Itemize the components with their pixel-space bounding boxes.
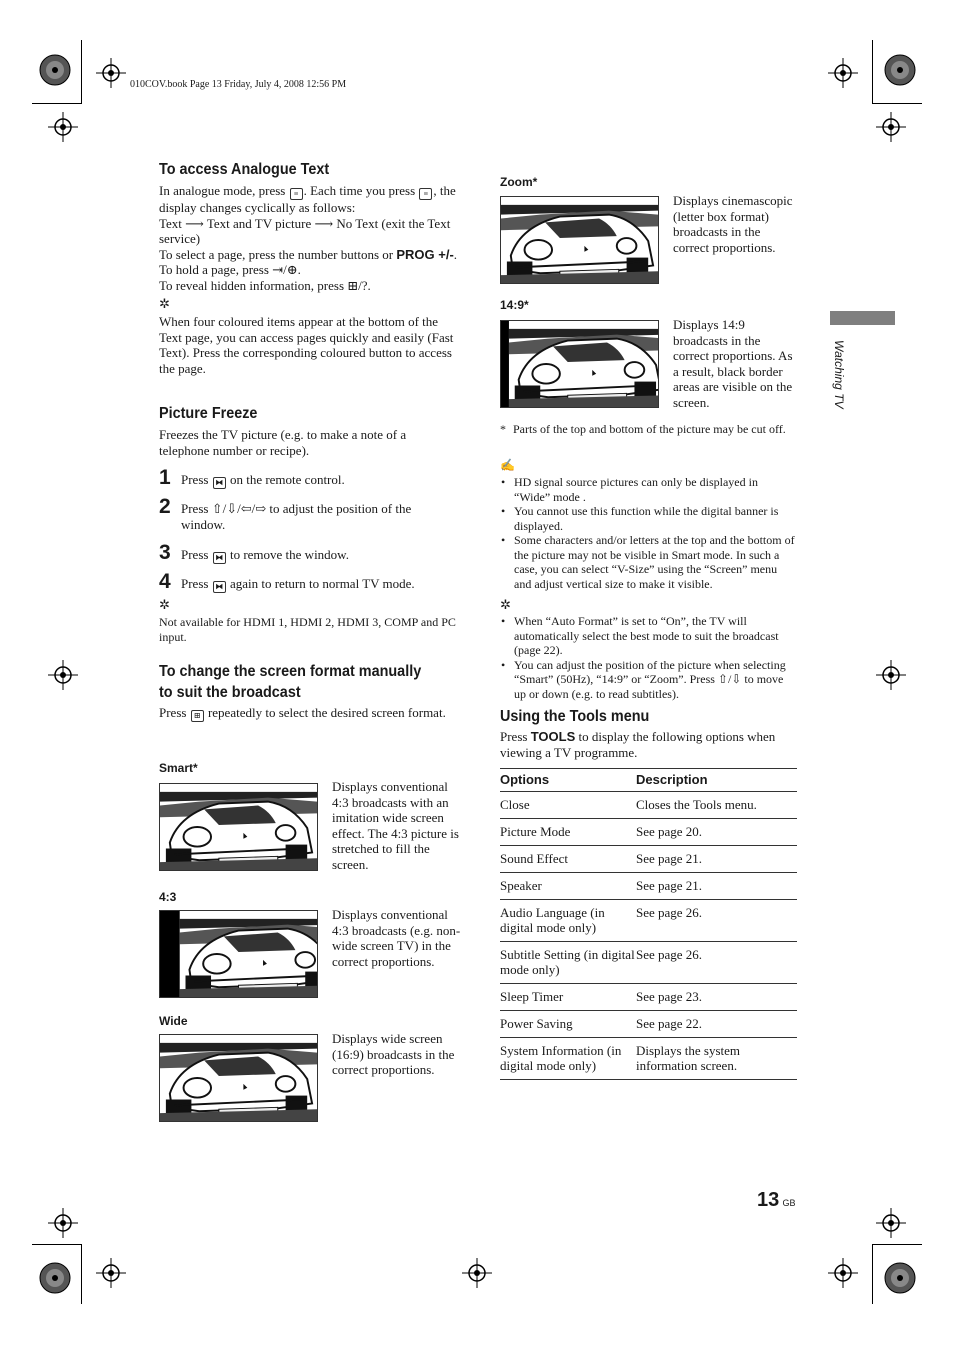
- text: Press: [181, 472, 209, 487]
- text: Press: [181, 501, 209, 516]
- text: To reveal hidden information, press: [159, 277, 345, 293]
- section-title: Picture Freeze: [159, 405, 258, 422]
- footnote: [500, 422, 794, 437]
- freeze-intro: Freezes the TV picture (e.g. to make a note of a telephone number or recipe).: [159, 427, 407, 458]
- notes-list: [500, 475, 796, 591]
- crosshair-icon: [48, 112, 78, 142]
- list-item: • HD signal source pictures can only be displayed in “Wide” mode .: [514, 475, 796, 504]
- prog-button-label: PROG +/-: [396, 246, 454, 262]
- mode-label-14-9: 14:9*: [500, 298, 529, 312]
- list-item: • Some characters and/or letters at the top and the bottom of the picture may not be visible in Smart mode. In such a case, you can select “V-Size” using the “Screen” menu and adjust vertical size to make it visible.: [514, 533, 796, 591]
- freeze-button-icon: ⧓: [213, 581, 226, 593]
- option-cell: Speaker: [500, 873, 636, 900]
- option-cell: Audio Language (in digital mode only): [500, 900, 636, 942]
- description-cell: See page 22.: [636, 1011, 797, 1038]
- mode-label-wide: Wide: [159, 1014, 188, 1028]
- mode-desc-wide: Displays wide screen (16:9) broadcasts in the correct proportions.: [332, 1031, 455, 1077]
- fast-text-tip: When four coloured items appear at the bottom of the Text page, you can access pages quickly and easily (Fast Text). Press the corresponding coloured button to access the page.: [159, 314, 454, 376]
- text: , the display changes cyclically as follows:: [159, 183, 456, 215]
- table-row: [500, 1038, 797, 1080]
- option-cell: Picture Mode: [500, 819, 636, 846]
- list-item: • When “Auto Format” is set to “On”, the TV will automatically select the best mode to suit the broadcast (page 22).: [514, 614, 796, 658]
- crop-line: [872, 1244, 873, 1304]
- 14-9-mode-image: [500, 320, 659, 408]
- crop-line: [32, 103, 82, 104]
- text: To hold a page, press: [159, 262, 269, 277]
- option-cell: Subtitle Setting (in digital mode only): [500, 942, 636, 984]
- crosshair-icon: [828, 58, 858, 88]
- option-cell: Sound Effect: [500, 846, 636, 873]
- step-number: 4: [159, 570, 171, 593]
- table-row: [500, 873, 797, 900]
- text: In analogue mode, press: [159, 183, 286, 198]
- arrow-keys-icon: ⇧/⇩/⇦/⇨: [211, 501, 267, 516]
- text: repeatedly to select the desired screen format.: [207, 705, 446, 720]
- registration-target-icon: [880, 50, 920, 90]
- analogue-paragraph: In analogue mode, press ≡ . Each time you press ≡ , the display changes cyclically as follows: Text ⟶ Text and TV picture ⟶ No Text (exit the Text service) To select a page, press the number buttons or PROG +/-. To hold a page, press ⇥/⊕. To reveal hidden information, press ⊞/?.: [159, 183, 458, 293]
- freeze-steps: [159, 466, 459, 599]
- crosshair-icon: [48, 660, 78, 690]
- option-cell: Close: [500, 792, 636, 819]
- mode-desc-14-9: Displays 14:9 broadcasts in the correct proportions. As a result, black border areas are visible on the screen.: [673, 317, 793, 410]
- text: Press: [181, 547, 209, 562]
- freeze-button-icon: ⧓: [213, 477, 226, 489]
- wide-button-icon: ⊞: [191, 710, 204, 722]
- smart-mode-image: [159, 783, 318, 871]
- mode-desc-4-3: Displays conventional 4:3 broadcasts (e.g. non-wide screen TV) in the correct proportions.: [332, 907, 461, 969]
- cycle-step: Text and TV picture: [206, 215, 312, 231]
- crosshair-icon: [462, 1258, 492, 1288]
- table-row: [500, 900, 797, 942]
- list-item: • You cannot use this function while the digital banner is displayed.: [514, 504, 796, 533]
- arrow-right-icon: ⟶: [185, 215, 204, 231]
- table-row: [500, 1011, 797, 1038]
- description-cell: See page 26.: [636, 900, 797, 942]
- option-cell: Power Saving: [500, 1011, 636, 1038]
- table-row: [500, 819, 797, 846]
- option-cell: Sleep Timer: [500, 984, 636, 1011]
- tips-block: [500, 597, 796, 701]
- description-cell: See page 23.: [636, 984, 797, 1011]
- screen-format-section: [159, 661, 459, 722]
- analogue-text-section: [159, 161, 459, 376]
- 4-3-mode-image: [159, 910, 318, 998]
- text: Press: [181, 576, 209, 591]
- registration-target-icon: [35, 50, 75, 90]
- tips-list: [500, 614, 796, 701]
- crosshair-icon: [876, 1208, 906, 1238]
- mode-label-zoom: Zoom*: [500, 175, 538, 189]
- registration-target-icon: [880, 1258, 920, 1298]
- step: [159, 495, 459, 541]
- crop-line: [872, 103, 922, 104]
- step: [159, 570, 459, 599]
- step-number: 1: [159, 466, 171, 489]
- hint-icon: ✲: [159, 296, 170, 311]
- crop-line: [32, 1244, 82, 1245]
- crop-line: [81, 1244, 82, 1304]
- table-row: [500, 846, 797, 873]
- tools-menu-section: [500, 708, 797, 760]
- cycle-step: No Text (exit the Text service): [159, 215, 451, 246]
- section-title: Using the Tools menu: [500, 708, 650, 725]
- crosshair-icon: [96, 1258, 126, 1288]
- step-number: 2: [159, 495, 171, 518]
- mode-label-4-3: 4:3: [159, 890, 177, 904]
- mode-label-smart: Smart*: [159, 761, 198, 775]
- registration-target-icon: [35, 1258, 75, 1298]
- crop-line: [872, 40, 873, 104]
- list-item: • You can adjust the position of the picture when selecting “Smart” (50Hz), “14:9” or “Zoom”. Press ⇧/⇩ to move up or down (e.g. to read subtitles).: [514, 658, 796, 702]
- zoom-mode-image: [500, 196, 659, 284]
- freeze-tip-text: Not available for HDMI 1, HDMI 2, HDMI 3, COMP and PC input.: [159, 615, 456, 644]
- freeze-tip: [159, 597, 459, 644]
- crosshair-icon: [96, 58, 126, 88]
- notes-block: [500, 458, 796, 591]
- text: on the remote control.: [229, 472, 345, 487]
- mode-desc-smart: Displays conventional 4:3 broadcasts with an imitation wide screen effect. The 4:3 picture is stretched to fill the screen.: [332, 779, 459, 872]
- footnote-text: Parts of the top and bottom of the picture may be cut off.: [513, 422, 786, 436]
- cycle-step: Text: [159, 215, 182, 231]
- description-cell: See page 26.: [636, 942, 797, 984]
- picture-freeze-section: [159, 405, 459, 458]
- page-number-value: 13: [757, 1189, 780, 1211]
- description-cell: See page 20.: [636, 819, 797, 846]
- step: [159, 541, 459, 570]
- option-cell: System Information (in digital mode only): [500, 1038, 636, 1080]
- hint-icon: ✲: [159, 597, 170, 612]
- description-cell: Closes the Tools menu.: [636, 792, 797, 819]
- crosshair-icon: [48, 1208, 78, 1238]
- text: To select a page, press the number buttons or: [159, 246, 394, 262]
- description-cell: See page 21.: [636, 873, 797, 900]
- table-row: [500, 984, 797, 1011]
- tools-table: [500, 768, 797, 1080]
- table-row: [500, 792, 797, 819]
- text: Press: [500, 729, 528, 744]
- column-header-description: Description: [636, 769, 797, 792]
- page-number-suffix: GB: [782, 1198, 796, 1208]
- text: again to return to normal TV mode.: [229, 576, 415, 591]
- tools-table-wrapper: [500, 768, 797, 1080]
- text: to display the following options when viewing a TV programme.: [500, 729, 776, 760]
- side-tab-label: Watching TV: [832, 340, 846, 409]
- description-cell: See page 21.: [636, 846, 797, 873]
- step-number: 3: [159, 541, 171, 564]
- side-tab-marker: [830, 311, 895, 325]
- arrow-right-icon: ⟶: [314, 215, 334, 231]
- hint-icon: ✲: [500, 597, 511, 612]
- text: to adjust the position of the window.: [181, 501, 412, 532]
- crosshair-icon: [876, 112, 906, 142]
- column-header-options: Options: [500, 769, 636, 792]
- hold-button-icon: ⇥/⊕: [272, 262, 298, 277]
- crop-line: [81, 40, 82, 104]
- print-header-line: 010COV.book Page 13 Friday, July 4, 2008 12:56 PM: [130, 79, 347, 90]
- section-title: To change the screen format manually to suit the broadcast: [159, 663, 422, 701]
- note-pencil-icon: ✍: [500, 458, 515, 472]
- tools-button-label: TOOLS: [530, 729, 576, 744]
- reveal-button-icon: ⊞/?: [347, 277, 368, 293]
- table-row: [500, 942, 797, 984]
- text: Press: [159, 705, 187, 720]
- text: . Each time you press: [303, 183, 416, 198]
- section-title: To access Analogue Text: [159, 161, 330, 178]
- mode-desc-zoom: Displays cinemascopic (letter box format) broadcasts in the correct proportions.: [673, 193, 793, 255]
- page-number: [757, 1189, 796, 1212]
- text-button-icon: ≡: [290, 188, 303, 200]
- asterisk: *: [500, 422, 506, 436]
- freeze-button-icon: ⧓: [213, 552, 226, 564]
- step: [159, 466, 459, 495]
- crop-line: [872, 1244, 922, 1245]
- wide-mode-image: [159, 1034, 318, 1122]
- text-button-icon: ≡: [419, 188, 432, 200]
- crosshair-icon: [828, 1258, 858, 1288]
- crosshair-icon: [876, 660, 906, 690]
- text: to remove the window.: [229, 547, 349, 562]
- description-cell: Displays the system information screen.: [636, 1038, 797, 1080]
